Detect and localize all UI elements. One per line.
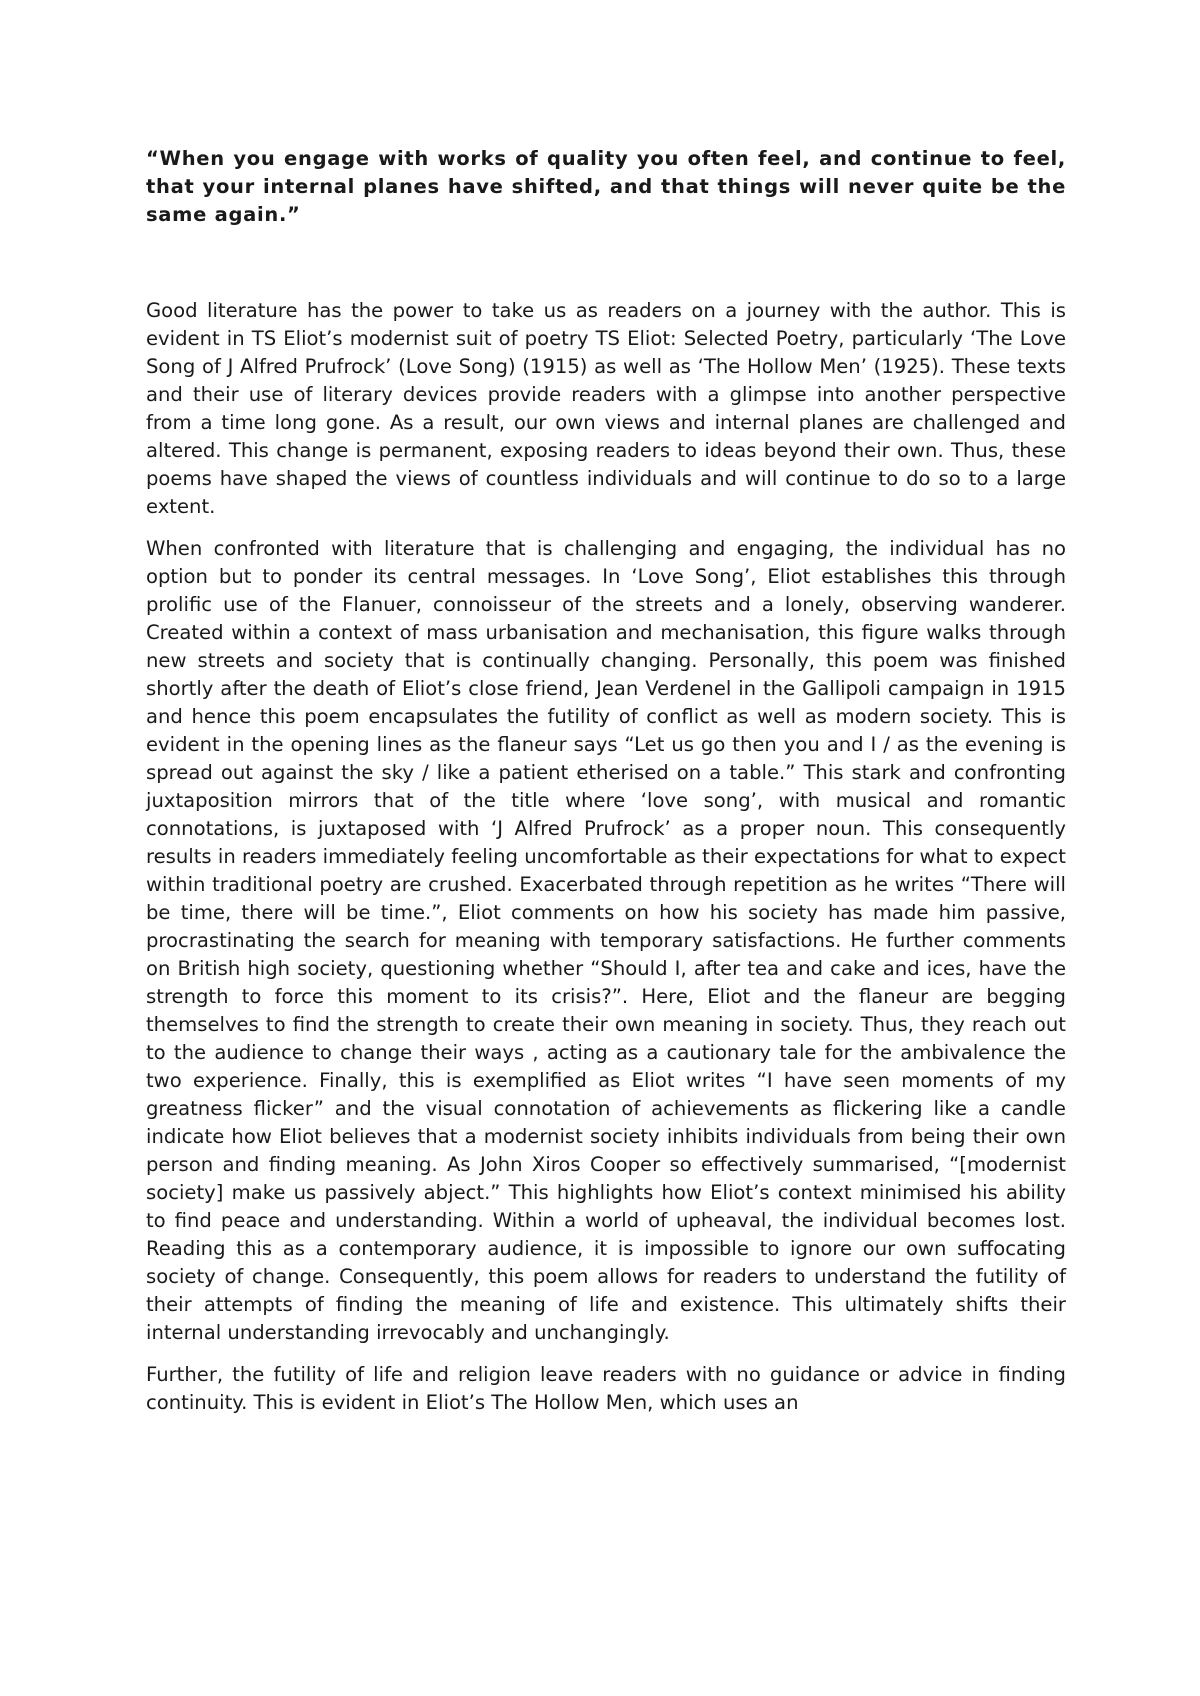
- opening-quote: “When you engage with works of quality you often feel, and continue to feel, that your internal planes have shifted, and that things will never quite be the same again.”: [146, 147, 1066, 226]
- paragraph-love-song: When confronted with literature that is challenging and engaging, the individual has no option but to ponder its central messages. In ‘Love Song’, Eliot establishes this through prolific use of the Flanuer, connoisseur of the streets and a lonely, observing wanderer. Created within a context of mass urbanisation and mechanisation, this figure walks through new streets and society that is continually changing. Personally, this poem was finished shortly after the death of Eliot’s close friend, Jean Verdenel in the Gallipoli campaign in 1915 and hence this poem encapsulates the futility of conflict as well as modern society. This is evident in the opening lines as the flaneur says “Let us go then you and I / as the evening is spread out against the sky / like a patient etherised on a table.” This stark and confronting juxtaposition mirrors that of the title where ‘love song’, with musical and romantic connotations, is juxtaposed with ‘J Alfred Prufrock’ as a proper noun. This consequently results in readers immediately feeling uncomfortable as their expectations for what to expect within traditional poetry are crushed. Exacerbated through repetition as he writes “There will be time, there will be time.”, Eliot comments on how his society has made him passive, procrastinating the search for meaning with temporary satisfactions. He further comments on British high society, questioning whether “Should I, after tea and cake and ices, have the strength to force this moment to its crisis?”. Here, Eliot and the flaneur are begging themselves to find the strength to create their own meaning in society. Thus, they reach out to the audience to change their ways , acting as a cautionary tale for the ambivalence the two experience. Finally, this is exemplified as Eliot writes “I have seen moments of my greatness flicker” and the visual connotation of achievements as flickering like a candle indicate how Eliot believes that a modernist society inhibits individuals from being their own person and finding meaning. As John Xiros Cooper so effectively summarised, “[modernist society] make us passively abject.” This highlights how Eliot’s context minimised his ability to find peace and understanding. Within a world of upheaval, the individual becomes lost. Reading this as a contemporary audience, it is impossible to ignore our own suffocating society of change. Consequently, this poem allows for readers to understand the futility of their attempts of finding the meaning of life and existence. This ultimately shifts their internal understanding irrevocably and unchangingly.: [146, 537, 1066, 1344]
- paragraph-hollow-men: Further, the futility of life and religion leave readers with no guidance or advice in finding continuity. This is evident in Eliot’s The Hollow Men, which uses an: [146, 1363, 1066, 1414]
- paragraph-introduction: Good literature has the power to take us as readers on a journey with the author. This is evident in TS Eliot’s modernist suit of poetry TS Eliot: Selected Poetry, particularly ‘The Love Song of J Alfred Prufrock’ (Love Song) (1915) as well as ‘The Hollow Men’ (1925). These texts and their use of literary devices provide readers with a glimpse into another perspective from a time long gone. As a result, our own views and internal planes are challenged and altered. This change is permanent, exposing readers to ideas beyond their own. Thus, these poems have shaped the views of countless individuals and will continue to do so to a large extent.: [146, 299, 1066, 518]
